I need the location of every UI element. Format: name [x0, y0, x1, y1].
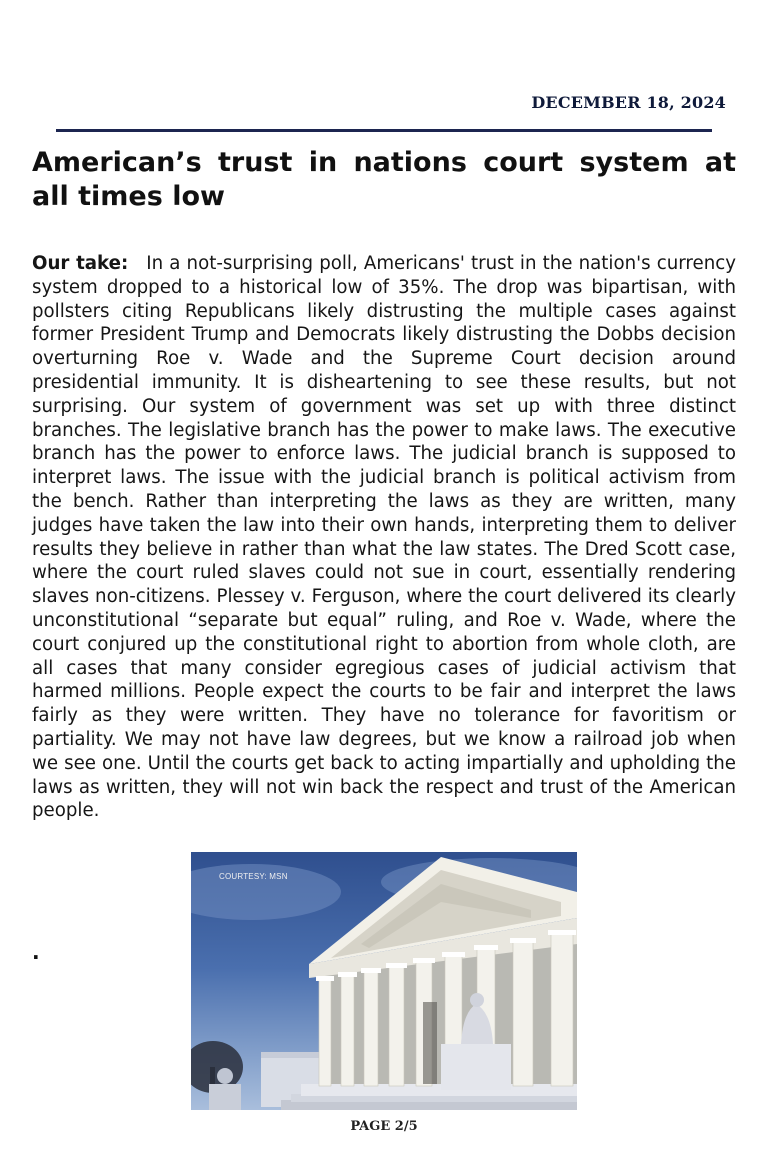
photo-credit: COURTESY: MSN: [219, 872, 288, 881]
lead-label: Our take:: [32, 253, 129, 274]
publication-date: DECEMBER 18, 2024: [531, 93, 726, 112]
supreme-court-illustration: [191, 852, 577, 1110]
page-number: PAGE 2/5: [350, 1119, 418, 1134]
article-text: In a not-surprising poll, Americans' trust in the nation's currency system dropped to a historical low of 35%. The drop was bipartisan, with pollsters citing Republicans likely distrusting the multiple cases against former President Trump and Democrats likely distrusting the Dobbs decision overturning Roe v. Wade and the Supreme Court decision around presidential immunity. It is disheartening to see these results, but not surprising. Our system of government was set up with three distinct branches. The legislative branch has the power to make laws. The executive branch has the power to enforce laws. The judicial branch is supposed to interpret laws. The issue with the judicial branch is political activism from the bench. Rather than interpreting the laws as they are written, many judges have taken the law into their own hands, interpreting them to deliver results they believe in rather than what the law states. The Dred Scott case, where the court ruled slaves could not sue in court, essentially rendering slaves non-citizens. Plessey v. Ferguson, where the court delivered its clearly unconstitutional “separate but equal” ruling, and Roe v. Wade, where the court conjured up the constitutional right to abortion from whole cloth, are all cases that many consider egregious cases of judicial activism that harmed millions. People expect the courts to be fair and interpret the laws fairly as they were written. They have no tolerance for favoritism or partiality. We may not have law degrees, but we know a railroad job when we see one. Until the courts get back to acting impartially and upholding the laws as written, they will not win back the respect and trust of the American people.: [32, 253, 736, 822]
stray-mark: .: [32, 940, 40, 964]
supreme-court-photo: [191, 852, 577, 1110]
header-divider: [56, 129, 712, 132]
article-body: [32, 252, 736, 823]
article-headline: American’s trust in nations court system at all times low: [32, 147, 736, 212]
